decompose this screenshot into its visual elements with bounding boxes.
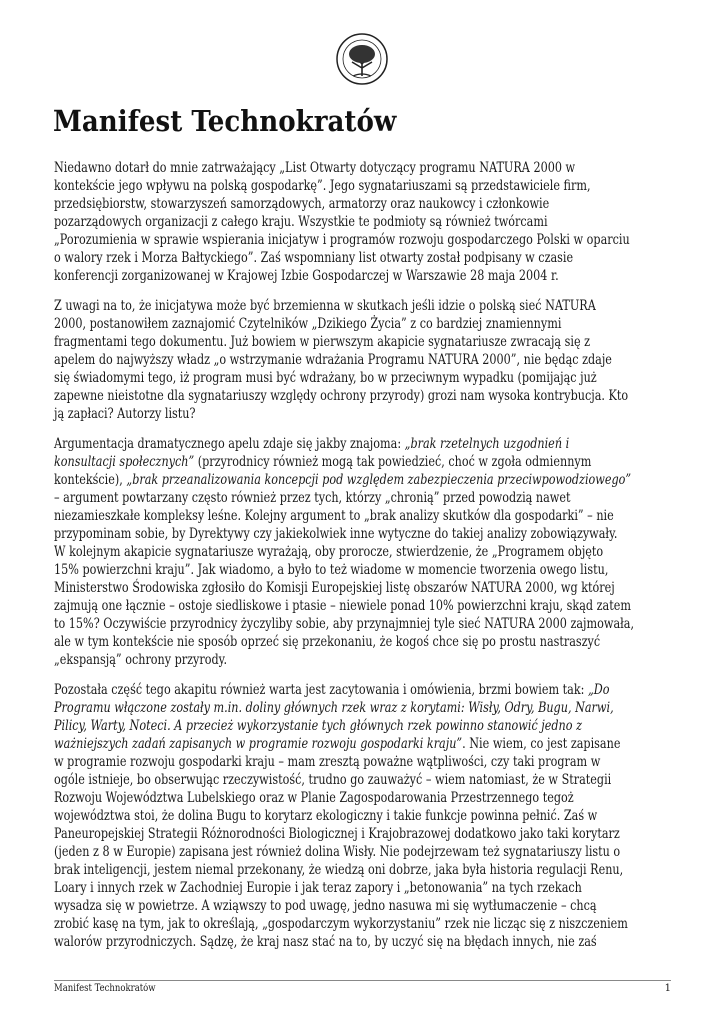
italic-quote: ważniejszych zadań zapisanych w programie rozwoju gospodarki kraju” (54, 736, 463, 752)
text-run: Loary i innych rzek w Zachodniej Europie i jak teraz zapory i „betonowania” na tych rzekach (54, 880, 582, 896)
text-run: – argument powtarzany często również przez tych, którzy „chronią” przed powodzią nawet (54, 490, 571, 506)
text-run: ogóle istnieje, bo obserwując rzeczywistość, trudno go zauważyć – wiem natomiast, że w Strategii (54, 772, 612, 788)
text-run: ale w tym kontekście nie sposób oprzeć się przekonaniu, że kogoś chce się po prostu nastraszyć (54, 634, 601, 650)
italic-quote: konsultacji społecznych” (54, 454, 195, 470)
page-title: Manifest Technokratów (53, 104, 397, 138)
text-line (54, 213, 550, 231)
text-line (54, 915, 628, 933)
text-run: walorów przyrodniczych. Sądzę, że kraj nasz stać na to, by uczyć się na błędach innych, nie zaś (54, 934, 597, 950)
text-run: „Porozumienia w sprawie wspierania inicjatyw i programów rozwoju gospodarczego Polski w oparciu (54, 232, 630, 248)
text-run: województwa stoi, że dolina Bugu to korytarz ekologiczny i takie funkcje powinna pełnić. Zaś w (54, 808, 598, 824)
text-line (54, 825, 620, 843)
text-line (54, 489, 571, 507)
paragraph (54, 297, 674, 423)
text-line (54, 507, 614, 525)
text-line (54, 387, 629, 405)
text-line (54, 753, 601, 771)
text-line (54, 315, 562, 333)
text-line (54, 231, 630, 249)
text-run: niezamieszkałe kompleksy leśne. Kolejny argument to „brak analizy skutków dla gospodarki” – nie (54, 508, 614, 524)
text-run: kontekście), (54, 472, 127, 488)
italic-quote: Pilicy, Warty, Noteci. A przecież wykorzystanie tych głównych rzek powinno stanowić jedno z (54, 718, 582, 734)
text-line (54, 471, 632, 489)
italic-quote: „Do (587, 682, 610, 698)
text-line (54, 525, 618, 543)
text-line (54, 435, 570, 453)
text-line (54, 159, 576, 177)
text-run: zapewne nieistotne dla sygnatariuszy względy ochrony przyrody) grozi nam wysoka kontrybucja. Kto (54, 388, 629, 404)
text-run: Paneuropejskiej Strategii Różnorodności Biologicznej i Krajobrazowej dodatkowo jako taki korytarz (54, 826, 620, 842)
paragraph (54, 159, 674, 285)
text-line (54, 405, 550, 423)
text-line (54, 267, 559, 285)
paragraph (54, 435, 674, 669)
text-line (54, 195, 550, 213)
text-run: przypominam sobie, by Dyrektywy czy jakiekolwiek inne wytyczne do takiej analizy zobowiązywały. (54, 526, 618, 542)
text-line (54, 369, 597, 387)
text-run: 15% powierzchni kraju”. Jak wiadomo, a było to też wiadome w momencie tworzenia owego listu, (54, 562, 609, 578)
text-line (54, 633, 601, 651)
text-run: konferencji zorganizowanej w Krajowej Izbie Gospodarczej w Warszawie 28 maja 2004 r. (54, 268, 559, 284)
text-line (54, 681, 610, 699)
text-run: Z uwagi na to, że inicjatywa może być brzemienna w skutkach jeśli idzie o polską sieć NATURA (54, 298, 596, 314)
text-line (54, 807, 598, 825)
text-line (54, 933, 597, 951)
text-run: . Nie wiem, co jest zapisane (462, 736, 621, 752)
text-run: ją zapłaci? Autorzy listu? (54, 406, 196, 422)
text-run: Rozwoju Województwa Lubelskiego oraz w Planie Zagospodarowania Przestrzennego tegoż (54, 790, 574, 806)
page-number: 1 (664, 983, 671, 994)
text-line (54, 453, 592, 471)
text-run: fragmentami tego dokumentu. Już bowiem w pierwszym akapicie sygnatariusze zwracają się z (54, 334, 591, 350)
paragraph (54, 681, 674, 951)
text-run: Ministerstwo Środowiska zgłosiło do Komisji Europejskiej listę obszarów NATURA 2000, wg której (54, 580, 615, 596)
text-run: przedsiębiorstw, stowarzyszeń samorządowych, armatorzy oraz naukowcy i członkowie (54, 196, 550, 212)
text-line (54, 351, 612, 369)
text-run: (przyrodnicy również mogą tak powiedzieć, choć w zgoła odmiennym (194, 454, 592, 470)
text-run: „ekspansją” ochrony przyrody. (54, 652, 228, 668)
text-line (54, 897, 597, 915)
text-run: zajmują one łącznie – ostoje siedliskowe i ptasie – niewiele ponad 10% powierzchni kraju, skąd zatem (54, 598, 631, 614)
text-line (54, 177, 591, 195)
text-line (54, 651, 550, 669)
text-line (54, 597, 631, 615)
text-line (54, 543, 604, 561)
footer-title: Manifest Technokratów (54, 983, 156, 994)
text-line (54, 333, 591, 351)
text-run: zrobić kasę na tym, jak to określają, „gospodarczym wykorzystaniu” rzek nie licząc się z niszczeniem (54, 916, 628, 932)
text-run: apelem do najwyższy władz „o wstrzymanie wdrażania Programu NATURA 2000”, nie będąc zdaje (54, 352, 612, 368)
text-line (54, 615, 635, 633)
text-line (54, 561, 609, 579)
text-line (54, 717, 582, 735)
text-run: w programie rozwoju gospodarki kraju – mam zresztą poważne wątpliwości, czy taki program w (54, 754, 601, 770)
text-run: kontekście jego wpływu na polską gospodarkę”. Jego sygnatariuszami są przedstawiciele firm, (54, 178, 591, 194)
text-run: Argumentacja dramatycznego apelu zdaje się jakby znajoma: (54, 436, 405, 452)
italic-quote: „brak przeanalizowania koncepcji pod względem zabezpieczenia przeciwpowodziowego” (126, 472, 632, 488)
text-run: pozarządowych organizacji z całego kraju. Wszystkie te podmioty są również twórcami (54, 214, 548, 230)
text-line (54, 771, 612, 789)
text-run: wysadza się w powietrze. A wziąwszy to pod uwagę, jedno nasuwa mi się wytłumaczenie – chcą (54, 898, 597, 914)
italic-quote: „brak rzetelnych uzgodnień i (404, 436, 570, 452)
text-run: (jeden z 8 w Europie) zapisana jest również dolina Wisły. Nie podejrzewam też sygnatariuszy listu o (54, 844, 621, 860)
document-body (54, 159, 674, 963)
text-line (54, 249, 574, 267)
text-line (54, 861, 624, 879)
footer-divider (54, 980, 671, 981)
text-run: Pozostała część tego akapitu również warta jest zacytowania i omówienia, brzmi bowiem tak: (54, 682, 588, 698)
italic-quote: Programu włączone zostały m.in. doliny głównych rzek wraz z korytami: Wisły, Odry, Bugu, Narwi, (54, 700, 614, 716)
text-line (54, 579, 615, 597)
text-line (54, 699, 614, 717)
text-line (54, 879, 582, 897)
text-run: brak inteligencji, jestem niemal przekonany, że wiedzą oni dobrze, jaka była historia regulacji Renu, (54, 862, 624, 878)
text-run: o walory rzek i Morza Bałtyckiego”. Zaś wspomniany list otwarty został podpisany w czasie (54, 250, 574, 266)
organization-logo (335, 32, 389, 86)
text-line (54, 735, 621, 753)
text-run: się świadomymi tego, iż program musi być wdrażany, bo w przeciwnym wypadku (pomijając już (54, 370, 597, 386)
text-line (54, 843, 621, 861)
text-run: W kolejnym akapicie sygnatariusze wyrażają, oby prorocze, stwierdzenie, że „Programem objęto (54, 544, 604, 560)
text-run: to 15%? Oczywiście przyrodnicy życzyliby sobie, aby przynajmniej tyle sieć NATURA 2000 zajmowała, (54, 616, 635, 632)
text-line (54, 789, 574, 807)
text-line (54, 297, 596, 315)
text-run: 2000, postanowiłem zaznajomić Czytelników „Dzikiego Życia” z co bardziej znamiennymi (54, 316, 562, 332)
text-run: Niedawno dotarł do mnie zatrważający „List Otwarty dotyczący programu NATURA 2000 w (54, 160, 576, 176)
